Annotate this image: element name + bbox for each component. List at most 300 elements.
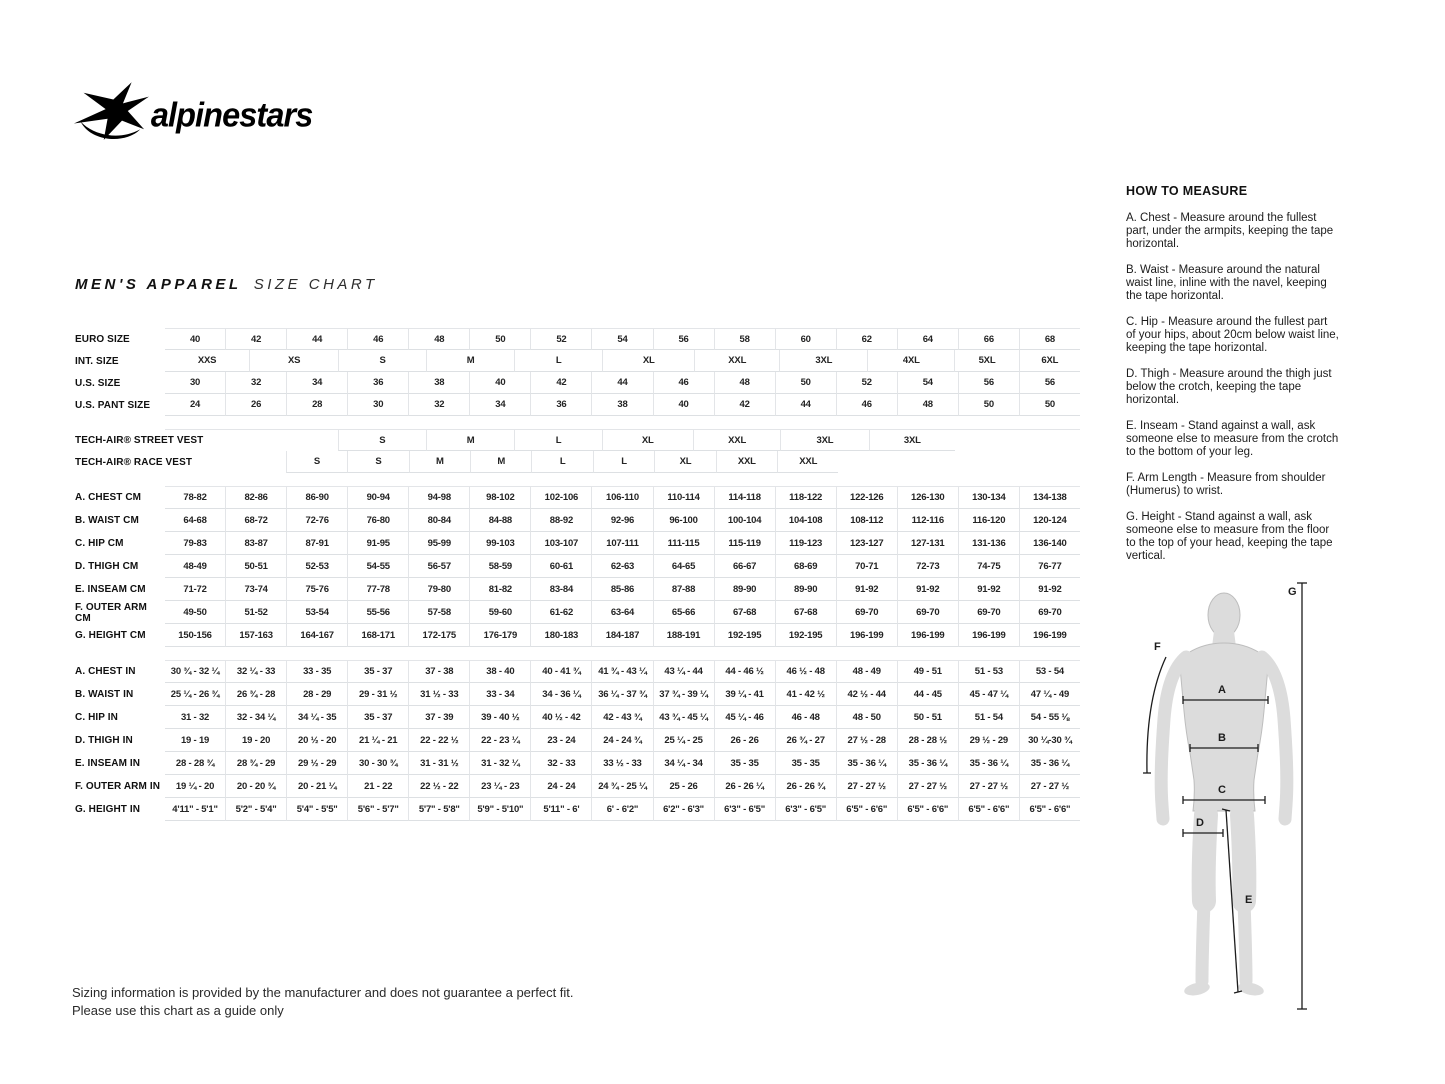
- table-cell: 34: [469, 394, 530, 416]
- table-cell: S: [338, 429, 426, 451]
- table-cell: XXL: [777, 451, 838, 473]
- table-cell: 6XL: [1019, 350, 1080, 372]
- table-cell: 87-91: [286, 532, 347, 555]
- table-cell: 30: [347, 394, 408, 416]
- table-cell: 83-84: [530, 578, 591, 601]
- table-row: [75, 451, 1080, 473]
- table-cell: 172-175: [408, 624, 469, 647]
- table-cell: 106-110: [591, 486, 652, 509]
- table-cell: 120-124: [1019, 509, 1080, 532]
- measure-instruction-height: G. Height - Stand against a wall, ask someone else to measure from the floor to the top of your head, keeping the tape vertical.: [1126, 511, 1333, 562]
- table-cell: 123-127: [836, 532, 897, 555]
- table-cell: 6'5" - 6'6": [897, 798, 958, 821]
- table-cell: L: [514, 350, 602, 372]
- table-cell: 37 - 38: [408, 660, 469, 683]
- table-cell: M: [426, 350, 514, 372]
- table-cell: 31 - 32 ¼: [469, 752, 530, 775]
- table-cell: 42 ½ - 44: [836, 683, 897, 706]
- table-cell: 61-62: [530, 601, 591, 624]
- table-cell: 34: [286, 372, 347, 394]
- table-cell: 66-67: [714, 555, 775, 578]
- table-cell: 100-104: [714, 509, 775, 532]
- table-row: [75, 486, 1080, 509]
- table-cell: 39 ¼ - 41: [714, 683, 775, 706]
- table-cell: 68-72: [225, 509, 286, 532]
- table-cell: 71-72: [165, 578, 225, 601]
- table-cell: 34 - 36 ¼: [530, 683, 591, 706]
- table-row: [75, 683, 1080, 706]
- table-cell: 46: [836, 394, 897, 416]
- table-cell: 168-171: [347, 624, 408, 647]
- table-cell: 28 - 28 ½: [897, 729, 958, 752]
- table-cell: 5'2" - 5'4": [225, 798, 286, 821]
- table-cell: 27 - 27 ½: [897, 775, 958, 798]
- table-cell: L: [514, 429, 601, 451]
- table-cell: 116-120: [958, 509, 1019, 532]
- table-cell: 45 ¼ - 46: [714, 706, 775, 729]
- table-cell: 87-88: [653, 578, 714, 601]
- table-cell: 91-92: [897, 578, 958, 601]
- table-cell: 184-187: [591, 624, 652, 647]
- table-cell: 119-123: [775, 532, 836, 555]
- table-cell: 6'5" - 6'6": [958, 798, 1019, 821]
- table-cell: 131-136: [958, 532, 1019, 555]
- table-cell: 46 ½ - 48: [775, 660, 836, 683]
- table-cell: 64-65: [653, 555, 714, 578]
- figure-label-thigh: D: [1196, 817, 1204, 829]
- table-cell: XL: [602, 350, 694, 372]
- table-cell: 46: [347, 328, 408, 350]
- table-cell: 70-71: [836, 555, 897, 578]
- table-cell: 51 - 54: [958, 706, 1019, 729]
- table-cell: 27 - 27 ½: [1019, 775, 1080, 798]
- table-cell: 21 - 22: [347, 775, 408, 798]
- table-cell: 89-90: [775, 578, 836, 601]
- table-cell: 40 - 41 ¾: [530, 660, 591, 683]
- table-cell: 35 - 35: [775, 752, 836, 775]
- table-cell: S: [347, 451, 408, 473]
- table-cell: 23 ¼ - 23: [469, 775, 530, 798]
- table-cell: 29 ½ - 29: [958, 729, 1019, 752]
- table-section-vests: [75, 429, 1080, 473]
- how-to-measure-heading: HOW TO MEASURE: [1126, 184, 1248, 198]
- table-cell: 91-95: [347, 532, 408, 555]
- table-cell: 27 ½ - 28: [836, 729, 897, 752]
- table-cell: 24: [165, 394, 225, 416]
- row-label: G. HEIGHT IN: [75, 804, 141, 815]
- table-cell: 33 ½ - 33: [591, 752, 652, 775]
- table-cell: XXL: [716, 451, 777, 473]
- table-cell: 188-191: [653, 624, 714, 647]
- figure-label-height: G: [1288, 586, 1297, 598]
- table-cell: 107-111: [591, 532, 652, 555]
- table-cell: 26 ¾ - 28: [225, 683, 286, 706]
- row-label: F. OUTER ARM IN: [75, 781, 161, 792]
- table-cell: 25 ¼ - 25: [653, 729, 714, 752]
- table-cell: 92-96: [591, 509, 652, 532]
- table-cell-empty: [838, 451, 1080, 473]
- table-cell: 49 - 51: [897, 660, 958, 683]
- table-cell: 6' - 6'2": [591, 798, 652, 821]
- table-cell: 22 - 23 ¼: [469, 729, 530, 752]
- row-label: U.S. SIZE: [75, 377, 121, 389]
- table-cell: 77-78: [347, 578, 408, 601]
- table-cell: 111-115: [653, 532, 714, 555]
- measure-instruction-thigh: D. Thigh - Measure around the thigh just below the crotch, keeping the tape horizontal.: [1126, 368, 1332, 406]
- row-label: F. OUTER ARM CM: [75, 601, 147, 624]
- size-table: [75, 328, 1080, 834]
- table-cell: 34 ¼ - 35: [286, 706, 347, 729]
- table-cell: 43 ¾ - 45 ¼: [653, 706, 714, 729]
- table-cell: 89-90: [714, 578, 775, 601]
- table-cell: 33 - 35: [286, 660, 347, 683]
- table-cell: 55-56: [347, 601, 408, 624]
- table-cell: 6'5" - 6'6": [836, 798, 897, 821]
- table-cell: 46: [653, 372, 714, 394]
- table-cell: 42: [714, 394, 775, 416]
- table-cell: 53 - 54: [1019, 660, 1080, 683]
- row-label: U.S. PANT SIZE: [75, 399, 151, 411]
- table-cell: 60: [775, 328, 836, 350]
- table-row: [75, 798, 1080, 821]
- table-cell: 26 - 26 ¾: [775, 775, 836, 798]
- table-cell: 35 - 36 ¼: [1019, 752, 1080, 775]
- row-label: C. HIP CM: [75, 538, 124, 549]
- table-cell: 69-70: [897, 601, 958, 624]
- table-cell: 43 ¼ - 44: [653, 660, 714, 683]
- table-cell: 35 - 36 ¼: [958, 752, 1019, 775]
- row-label: D. THIGH CM: [75, 561, 139, 572]
- table-cell: 32: [225, 372, 286, 394]
- table-cell: 82-86: [225, 486, 286, 509]
- table-cell: XXL: [693, 429, 780, 451]
- table-cell: XXS: [165, 350, 249, 372]
- table-cell: 68-69: [775, 555, 836, 578]
- table-cell: 52: [530, 328, 591, 350]
- table-cell: 47 ¼ - 49: [1019, 683, 1080, 706]
- table-cell: 6'5" - 6'6": [1019, 798, 1080, 821]
- table-cell: 42: [530, 372, 591, 394]
- table-cell: 5XL: [954, 350, 1018, 372]
- table-cell: 5'11" - 6': [530, 798, 591, 821]
- table-cell: 32 - 33: [530, 752, 591, 775]
- table-cell: 79-83: [165, 532, 225, 555]
- table-cell: 36: [530, 394, 591, 416]
- table-cell: 33 - 34: [469, 683, 530, 706]
- table-cell: 80-84: [408, 509, 469, 532]
- row-label: D. THIGH IN: [75, 735, 133, 746]
- table-cell: 25 - 26: [653, 775, 714, 798]
- table-cell: 96-100: [653, 509, 714, 532]
- table-cell: 4'11" - 5'1": [165, 798, 225, 821]
- table-section-in: [75, 660, 1080, 821]
- table-cell: 40 ½ - 42: [530, 706, 591, 729]
- table-cell: 68: [1019, 328, 1080, 350]
- table-row: [75, 578, 1080, 601]
- table-cell: 32 - 34 ¼: [225, 706, 286, 729]
- table-cell: 19 ¼ - 20: [165, 775, 225, 798]
- table-cell: 50 - 51: [897, 706, 958, 729]
- measure-instruction-hip: C. Hip - Measure around the fullest part of your hips, about 20cm below waist line, keeping the tape horizontal.: [1126, 316, 1339, 354]
- table-cell: 74-75: [958, 555, 1019, 578]
- table-cell: 48 - 50: [836, 706, 897, 729]
- table-cell: 196-199: [1019, 624, 1080, 647]
- table-cell: 102-106: [530, 486, 591, 509]
- table-cell: 150-156: [165, 624, 225, 647]
- table-cell: 67-68: [775, 601, 836, 624]
- table-cell: 35 - 37: [347, 706, 408, 729]
- table-cell: 42: [225, 328, 286, 350]
- table-cell: 83-87: [225, 532, 286, 555]
- table-cell: 35 - 36 ¼: [897, 752, 958, 775]
- table-cell: 54: [591, 328, 652, 350]
- table-cell: 112-116: [897, 509, 958, 532]
- table-cell: 86-90: [286, 486, 347, 509]
- table-cell: XL: [654, 451, 715, 473]
- table-cell: L: [593, 451, 654, 473]
- page-title-sub: SIZE CHART: [253, 276, 378, 293]
- table-cell: 50: [775, 372, 836, 394]
- table-cell: 196-199: [958, 624, 1019, 647]
- table-cell: 64: [897, 328, 958, 350]
- table-cell: 5'4" - 5'5": [286, 798, 347, 821]
- table-cell: 19 - 20: [225, 729, 286, 752]
- table-cell: 75-76: [286, 578, 347, 601]
- table-cell: 110-114: [653, 486, 714, 509]
- page-title: [75, 276, 378, 293]
- table-cell: 38 - 40: [469, 660, 530, 683]
- table-row: [75, 660, 1080, 683]
- table-cell: 29 ½ - 29: [286, 752, 347, 775]
- table-cell: 53-54: [286, 601, 347, 624]
- table-cell: 24 - 24 ¾: [591, 729, 652, 752]
- table-cell: XL: [602, 429, 693, 451]
- table-row: [75, 752, 1080, 775]
- disclaimer-line-2: Please use this chart as a guide only: [72, 1003, 284, 1018]
- table-cell: 65-66: [653, 601, 714, 624]
- table-cell: 23 - 24: [530, 729, 591, 752]
- table-cell: 48: [408, 328, 469, 350]
- table-cell: 19 - 19: [165, 729, 225, 752]
- table-cell: S: [338, 350, 426, 372]
- row-label: C. HIP IN: [75, 712, 118, 723]
- row-label: INT. SIZE: [75, 355, 119, 367]
- table-section-sizes: [75, 328, 1080, 416]
- table-cell: 73-74: [225, 578, 286, 601]
- table-cell: 28: [286, 394, 347, 416]
- body-measurement-figure: [1142, 575, 1314, 1027]
- table-cell: 20 - 21 ¼: [286, 775, 347, 798]
- table-cell: 134-138: [1019, 486, 1080, 509]
- table-cell: 95-99: [408, 532, 469, 555]
- table-cell: 31 ½ - 33: [408, 683, 469, 706]
- table-cell: 69-70: [836, 601, 897, 624]
- table-cell: 22 - 22 ½: [408, 729, 469, 752]
- table-cell: 6'2" - 6'3": [653, 798, 714, 821]
- table-cell: 69-70: [958, 601, 1019, 624]
- row-label: E. INSEAM CM: [75, 584, 146, 595]
- table-cell: 62: [836, 328, 897, 350]
- table-row: [75, 350, 1080, 372]
- table-cell: 6'3" - 6'5": [714, 798, 775, 821]
- table-cell: 72-76: [286, 509, 347, 532]
- table-cell: 24 ¾ - 25 ¼: [591, 775, 652, 798]
- table-cell: 51 - 53: [958, 660, 1019, 683]
- table-cell: 114-118: [714, 486, 775, 509]
- table-row: [75, 706, 1080, 729]
- table-cell: 36 ¼ - 37 ¾: [591, 683, 652, 706]
- table-row: [75, 532, 1080, 555]
- table-cell: 28 ¾ - 29: [225, 752, 286, 775]
- table-cell: 28 - 29: [286, 683, 347, 706]
- table-cell: 192-195: [714, 624, 775, 647]
- table-cell: 36: [347, 372, 408, 394]
- table-cell: 58-59: [469, 555, 530, 578]
- table-cell: 88-92: [530, 509, 591, 532]
- table-cell: 26 - 26: [714, 729, 775, 752]
- table-cell: 30 ¼-30 ¾: [1019, 729, 1080, 752]
- table-cell: 91-92: [958, 578, 1019, 601]
- table-cell: 58: [714, 328, 775, 350]
- table-cell: 35 - 35: [714, 752, 775, 775]
- table-cell: 90-94: [347, 486, 408, 509]
- table-cell: 91-92: [836, 578, 897, 601]
- table-cell: 30 - 30 ¾: [347, 752, 408, 775]
- disclaimer-line-1: Sizing information is provided by the manufacturer and does not guarantee a perfect fit.: [72, 985, 574, 1000]
- table-cell: 103-107: [530, 532, 591, 555]
- table-cell: 38: [591, 394, 652, 416]
- table-cell: 34 ¼ - 34: [653, 752, 714, 775]
- table-cell-empty: [955, 429, 1080, 451]
- alpinestars-star-icon: [74, 82, 149, 140]
- row-label: TECH-AIR® RACE VEST: [75, 456, 193, 468]
- table-cell: 64-68: [165, 509, 225, 532]
- table-cell: 4XL: [867, 350, 954, 372]
- table-cell: 130-134: [958, 486, 1019, 509]
- table-cell: 26 - 26 ¼: [714, 775, 775, 798]
- table-row: [75, 429, 1080, 451]
- figure-label-inseam: E: [1245, 894, 1253, 906]
- table-row: [75, 509, 1080, 532]
- table-cell: 29 - 31 ½: [347, 683, 408, 706]
- table-cell: 60-61: [530, 555, 591, 578]
- figure-label-hip: C: [1218, 784, 1226, 796]
- row-label: A. CHEST IN: [75, 666, 136, 677]
- table-cell: 104-108: [775, 509, 836, 532]
- table-cell: 176-179: [469, 624, 530, 647]
- table-cell: 26: [225, 394, 286, 416]
- table-cell: 38: [408, 372, 469, 394]
- table-cell: 69-70: [1019, 601, 1080, 624]
- table-cell: 31 - 32: [165, 706, 225, 729]
- table-cell: M: [426, 429, 514, 451]
- table-cell: M: [470, 451, 531, 473]
- table-cell: 56: [1019, 372, 1080, 394]
- table-cell: 5'7" - 5'8": [408, 798, 469, 821]
- table-cell: 76-80: [347, 509, 408, 532]
- figure-label-arm: F: [1154, 641, 1161, 653]
- table-cell: XS: [249, 350, 338, 372]
- table-cell: 30 ¾ - 32 ¼: [165, 660, 225, 683]
- table-cell: 27 - 27 ½: [836, 775, 897, 798]
- table-cell: 20 ½ - 20: [286, 729, 347, 752]
- table-cell: 30: [165, 372, 225, 394]
- table-cell: 164-167: [286, 624, 347, 647]
- table-cell: 81-82: [469, 578, 530, 601]
- table-cell: 25 ¼ - 26 ¾: [165, 683, 225, 706]
- table-cell: 32 ¼ - 33: [225, 660, 286, 683]
- table-cell: 44 - 45: [897, 683, 958, 706]
- table-cell: 50: [1019, 394, 1080, 416]
- table-cell: 3XL: [869, 429, 955, 451]
- table-cell: 5'9" - 5'10": [469, 798, 530, 821]
- table-cell: 48-49: [165, 555, 225, 578]
- measure-instruction-waist: B. Waist - Measure around the natural waist line, inline with the navel, keeping the tape horizontal.: [1126, 264, 1327, 302]
- row-label: A. CHEST CM: [75, 492, 142, 503]
- table-cell: 40: [469, 372, 530, 394]
- table-cell: 62-63: [591, 555, 652, 578]
- table-cell: XXL: [694, 350, 779, 372]
- table-cell: 196-199: [897, 624, 958, 647]
- table-cell: 40: [165, 328, 225, 350]
- row-label: TECH-AIR® STREET VEST: [75, 434, 204, 446]
- table-cell: 35 - 37: [347, 660, 408, 683]
- row-label: EURO SIZE: [75, 333, 130, 345]
- table-cell: 79-80: [408, 578, 469, 601]
- table-cell: 54-55: [347, 555, 408, 578]
- table-cell: 48 - 49: [836, 660, 897, 683]
- table-cell: 39 - 40 ½: [469, 706, 530, 729]
- table-cell: 40: [653, 394, 714, 416]
- table-cell: 37 - 39: [408, 706, 469, 729]
- alpinestars-logo: [72, 80, 322, 144]
- table-cell: 115-119: [714, 532, 775, 555]
- table-cell: 22 ½ - 22: [408, 775, 469, 798]
- measure-instruction-inseam: E. Inseam - Stand against a wall, ask someone else to measure from the crotch to the bottom of your leg.: [1126, 420, 1339, 458]
- table-cell: 136-140: [1019, 532, 1080, 555]
- table-row: [75, 328, 1080, 350]
- table-cell: 41 ¾ - 43 ¼: [591, 660, 652, 683]
- table-cell: L: [531, 451, 592, 473]
- table-cell: 54 - 55 ⅛: [1019, 706, 1080, 729]
- table-row: [75, 372, 1080, 394]
- table-cell: 99-103: [469, 532, 530, 555]
- table-cell: 52: [836, 372, 897, 394]
- table-cell: 108-112: [836, 509, 897, 532]
- table-cell: 24 - 24: [530, 775, 591, 798]
- table-row: [75, 624, 1080, 647]
- table-cell: 98-102: [469, 486, 530, 509]
- table-cell: 3XL: [780, 429, 868, 451]
- page-title-main: MEN'S APPAREL: [75, 276, 242, 293]
- table-cell: 44: [286, 328, 347, 350]
- table-cell: 42 - 43 ¾: [591, 706, 652, 729]
- table-cell: 48: [714, 372, 775, 394]
- table-cell: 51-52: [225, 601, 286, 624]
- table-row: [75, 775, 1080, 798]
- table-row: [75, 394, 1080, 416]
- table-cell: 63-64: [591, 601, 652, 624]
- table-cell: 41 - 42 ½: [775, 683, 836, 706]
- table-cell: 37 ¾ - 39 ¼: [653, 683, 714, 706]
- table-cell: 27 - 27 ½: [958, 775, 1019, 798]
- table-cell: 67-68: [714, 601, 775, 624]
- table-cell: 72-73: [897, 555, 958, 578]
- table-cell: 118-122: [775, 486, 836, 509]
- table-row: [75, 555, 1080, 578]
- table-cell: 56-57: [408, 555, 469, 578]
- table-cell: S: [286, 451, 347, 473]
